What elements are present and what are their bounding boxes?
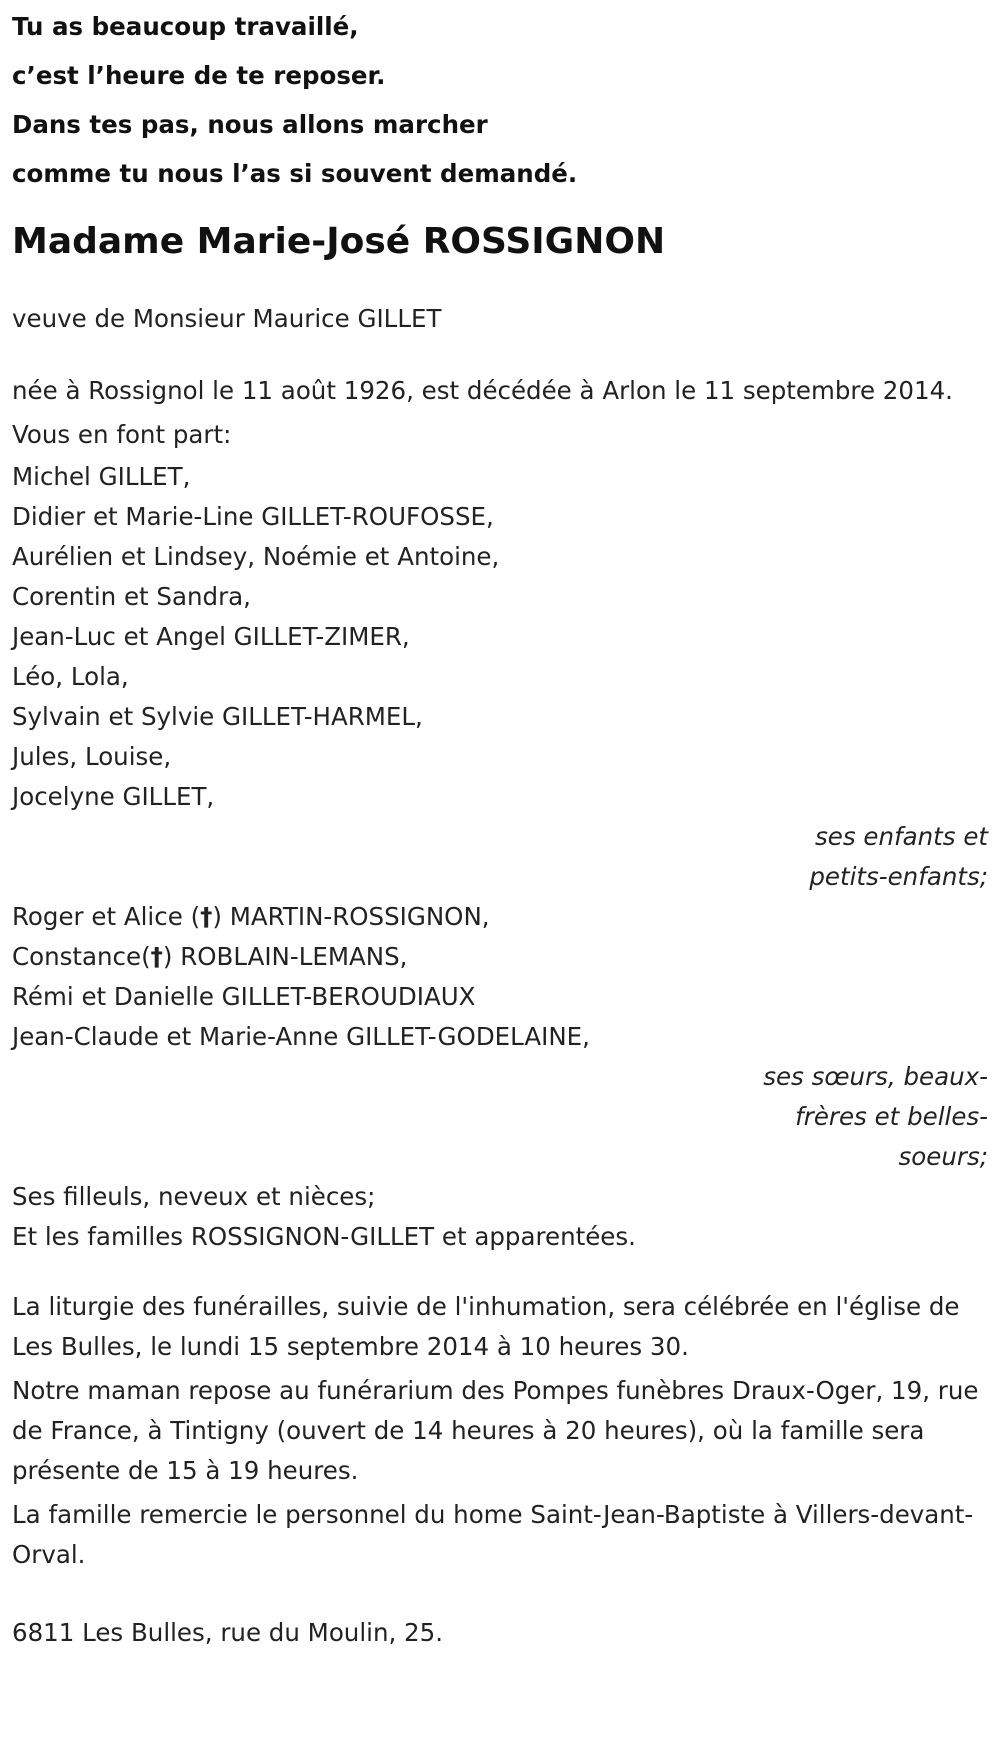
poem-line: comme tu nous l’as si souvent demandé. <box>12 159 578 188</box>
list-item: Et les familles ROSSIGNON-GILLET et apparentées. <box>12 1222 636 1251</box>
birth-death: née à Rossignol le 11 août 1926, est décédée à Arlon le 11 septembre 2014. <box>12 376 953 405</box>
poem-line: Dans tes pas, nous allons marcher <box>12 110 488 139</box>
siblings-role <box>12 1057 988 1177</box>
announcers-intro: Vous en font part: <box>12 420 232 449</box>
children-list <box>12 457 988 817</box>
poem-line: c’est l’heure de te reposer. <box>12 61 386 90</box>
cross-icon: † <box>150 942 163 971</box>
cross-icon: † <box>200 902 213 931</box>
deceased-name: Madame Marie-José ROSSIGNON <box>12 221 666 262</box>
sibling-text: Roger et Alice ( <box>12 902 201 931</box>
role-line: soeurs; <box>898 1142 988 1171</box>
list-item: Didier et Marie-Line GILLET-ROUFOSSE, <box>12 502 494 531</box>
other-relatives <box>12 1177 988 1257</box>
list-item: Rémi et Danielle GILLET-BEROUDIAUX <box>12 982 476 1011</box>
address: 6811 Les Bulles, rue du Moulin, 25. <box>12 1618 444 1647</box>
list-item: Jules, Louise, <box>12 742 172 771</box>
list-item: Léo, Lola, <box>12 662 129 691</box>
role-line: ses enfants et <box>815 822 988 851</box>
sibling-text: Constance( <box>12 942 151 971</box>
role-line: ses sœurs, beaux- <box>763 1062 988 1091</box>
poem <box>12 0 988 198</box>
thanks: La famille remercie le personnel du home Saint-Jean-Baptiste à Villers-devant-Orval. <box>12 1500 974 1569</box>
role-line: frères et belles- <box>795 1102 988 1131</box>
list-item: Ses filleuls, neveux et nièces; <box>12 1182 376 1211</box>
list-item: Jean-Luc et Angel GILLET-ZIMER, <box>12 622 410 651</box>
sibling-text: ) ROBLAIN-LEMANS, <box>162 942 408 971</box>
rest-place: Notre maman repose au funérarium des Pompes funèbres Draux-Oger, 19, rue de France, à Tintigny (ouvert de 14 heures à 20 heures), où la famille sera présente de 15 à 19 heures. <box>12 1376 979 1485</box>
list-item: Corentin et Sandra, <box>12 582 251 611</box>
list-item: Aurélien et Lindsey, Noémie et Antoine, <box>12 542 500 571</box>
widow-of: veuve de Monsieur Maurice GILLET <box>12 304 442 333</box>
siblings-list <box>12 897 988 1057</box>
poem-line: Tu as beaucoup travaillé, <box>12 12 359 41</box>
list-item <box>12 937 988 977</box>
list-item <box>12 897 988 937</box>
list-item: Sylvain et Sylvie GILLET-HARMEL, <box>12 702 423 731</box>
sibling-text: ) MARTIN-ROSSIGNON, <box>212 902 490 931</box>
list-item: Jean-Claude et Marie-Anne GILLET-GODELAINE, <box>12 1022 590 1051</box>
list-item: Jocelyne GILLET, <box>12 782 215 811</box>
list-item: Michel GILLET, <box>12 462 191 491</box>
funeral-details: La liturgie des funérailles, suivie de l'inhumation, sera célébrée en l'église de Les Bulles, le lundi 15 septembre 2014 à 10 heures 30. <box>12 1292 960 1361</box>
children-role <box>12 817 988 897</box>
role-line: petits-enfants; <box>809 862 988 891</box>
